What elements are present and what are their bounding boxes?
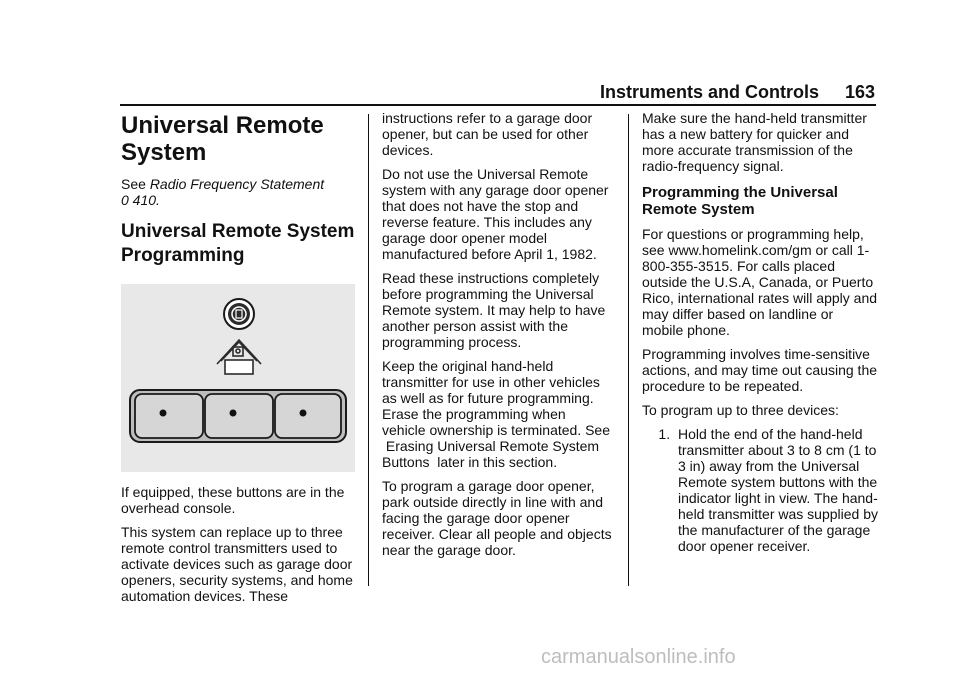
header-section-title: Instruments and Controls [600,82,820,102]
universal-remote-figure [121,284,355,472]
header-rule [120,104,876,106]
house-icon [217,340,261,374]
paragraph: To program a garage door opener, park outside directly in line with and facing the garage door opener receiver. Clear all people and objects near the garage door. [382,478,612,558]
column-divider [368,114,369,586]
paragraph: For questions or programming help, see www.homelink.com/gm or call 1-800-355-3515. For calls placed outside the U.S.A, Canada, or Puerto Rico, international rates will apply and may differ based on landline or mobile phone. [642,226,878,338]
column-3 [642,110,878,554]
page-number: 163 [844,82,875,102]
see-reference-link[interactable]: Radio Frequency Statement [149,176,325,192]
see-reference [121,176,357,208]
indicator-light-icon [224,299,254,329]
section-title: Universal Remote System [121,112,324,166]
remote-button-2[interactable] [205,394,273,438]
list-item: 1. Hold the end of the hand-held transmitter about 3 to 8 cm (1 to 3 in) away from the Universal Remote system buttons with the indicator light in view. The hand-held transmitter was supplied by the manufacturer of the garage door opener receiver. [674,426,878,554]
paragraph: Make sure the hand-held transmitter has a new battery for quicker and more accurate transmission of the radio-frequency signal. [642,110,867,174]
paragraph: Keep the original hand-held transmitter for use in other vehicles as well as for future programming. Erase the programming when vehicle ownership is terminated. See Erasing Universal Remote System Buttons later in this section. [382,358,611,470]
paragraph: Programming involves time-sensitive actions, and may time out causing the procedure to be repeated. [642,346,878,394]
watermark: carmanualsonline.info [541,646,736,668]
paragraph: To program up to three devices: [642,402,839,418]
remote-button-1[interactable] [135,394,203,438]
remote-button-3[interactable] [275,394,341,438]
paragraph: Read these instructions completely before programming the Universal Remote system. It may help to have another person assist with the programming process. [382,270,606,350]
paragraph: Do not use the Universal Remote system with any garage door opener that does not have the stop and reverse feature. This includes any garage door opener model manufactured before April 1, 1982. [382,166,609,262]
see-prefix: See [121,176,146,192]
column-2 [382,110,612,566]
programming-steps [642,426,878,554]
paragraph: If equipped, these buttons are in the overhead console. [121,484,345,516]
see-page-reference: 0 410. [121,192,160,208]
running-header [600,82,875,103]
universal-remote-illustration [121,284,355,472]
column-1 [121,110,357,612]
subsection-title: Universal Remote System Programming [121,221,355,266]
subsection-title: Programming the Universal Remote System [642,184,838,218]
paragraph: This system can replace up to three remote control transmitters used to activate devices such as garage door openers, security systems, and home automation devices. These [121,524,353,604]
column-divider [628,114,629,586]
paragraph: instructions refer to a garage door opener, but can be used for other devices. [382,110,593,158]
